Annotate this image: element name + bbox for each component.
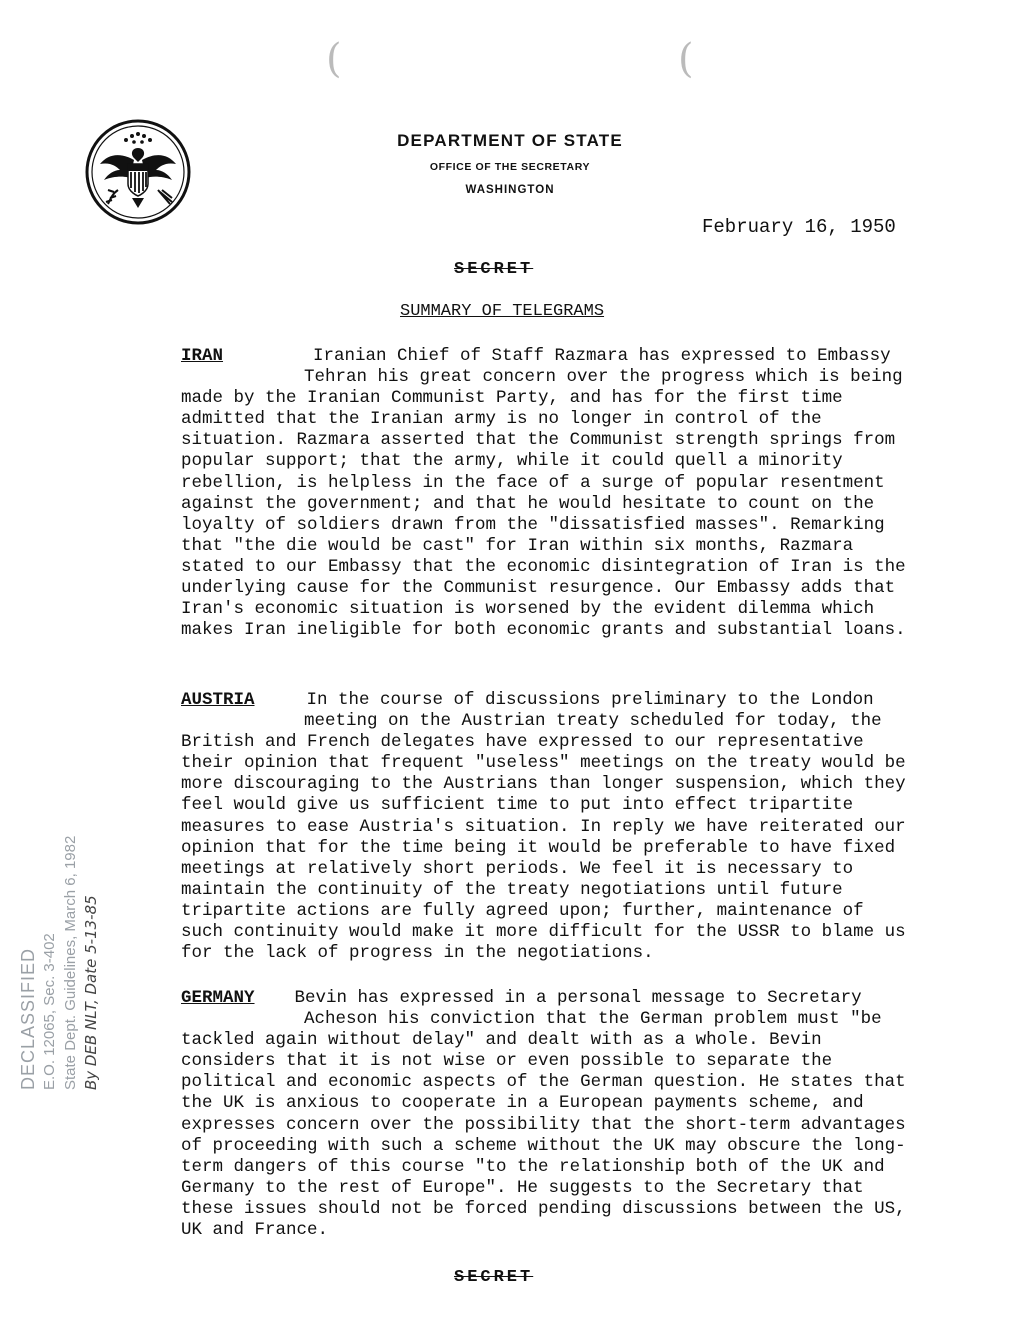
section-body: meeting on the Austrian treaty scheduled for today, the British and French delegates have expressed to our representative their opinion that frequent "useless" meetings on the treaty would be more discouraging to the Austrians than longer suspension, which they feel would give us sufficient time to put into effect tripartite measures to ease Austria's situation. In reply we have reiterated our opinion that for the time being it would be preferable to have fixed meetings at relatively short periods. We feel it is necessary to maintain the continuity of the treaty negotiations until future tripartite actions are fully agreed upon; further, maintenance of such continuity would make it more difficult for the USSR to blame us for the lack of progress in the negotiations. (181, 711, 906, 964)
margin-mark: ( (678, 36, 694, 82)
document-date: February 16, 1950 (702, 216, 896, 238)
margin-mark: ( (326, 36, 342, 82)
section-heading: GERMANY (181, 988, 255, 1008)
classification-marking-top: SECRET (454, 260, 534, 279)
section-lead-text: Iranian Chief of Staff Razmara has expressed to Embassy (313, 346, 891, 366)
department-seal-icon (84, 118, 192, 226)
section-body: Tehran his great concern over the progress which is being made by the Iranian Communist Party, and has for the first time admitted that the Iranian army is no longer in control of the situation. Razmara asserted that the Communist strength springs from popular support; that the army, while it could quell a minority rebellion, is helpless in the face of a surge of popular resentment against the government; and that he would hesitate to count on the loyalty of soldiers drawn from the "dissatisfied masses". Remarking that "the die would be cast" for Iran within six months, Razmara stated to our Embassy that the economic disintegration of Iran is the underlying cause for the Communist resurgence. Our Embassy adds that Iran's economic situation is worsened by the evident dilemma which makes Iran ineligible for both economic grants and substantial loans. (181, 367, 906, 641)
section-first-line (181, 988, 911, 1009)
stamp-line: By DEB NLT, Date 5-13-85 (82, 895, 100, 1090)
declassification-stamp (18, 730, 108, 1090)
document-title: SUMMARY OF TELEGRAMS (400, 302, 605, 321)
letterhead-department: DEPARTMENT OF STATE (397, 131, 623, 150)
section-lead-text: Bevin has expressed in a personal message to Secretary (294, 988, 862, 1008)
stamp-line: State Dept. Guidelines, March 6, 1982 (62, 835, 79, 1090)
section-austria (181, 690, 911, 964)
letterhead-office: OFFICE OF THE SECRETARY (429, 161, 591, 173)
section-germany (181, 988, 911, 1241)
section-body: Acheson his conviction that the German problem must "be tackled again without delay" and dealt with as a whole. Bevin considers that it is not wise or even possible to separate the political and economic aspects of the German question. He states that the UK is anxious to cooperate in a European payments scheme, and expresses concern over the possibility that the short-term advantages of proceeding with such a scheme without the UK may obscure the long-term dangers of this course "to the relationship both of the UK and Germany to the rest of Europe". He suggests to the Secretary that these issues should not be forced pending discussions between the US, UK and France. (181, 1009, 906, 1241)
section-first-line (181, 346, 911, 367)
section-first-line (181, 690, 911, 711)
section-heading: IRAN (181, 346, 224, 366)
letterhead-city: WASHINGTON (465, 184, 555, 196)
stamp-line: E.O. 12065, Sec. 3-402 (41, 933, 58, 1090)
stamp-line: DECLASSIFIED (18, 947, 38, 1090)
section-heading: AUSTRIA (181, 690, 255, 710)
section-iran (181, 346, 911, 641)
section-lead-text: In the course of discussions preliminary to the London (306, 690, 874, 710)
classification-marking-bottom: SECRET (454, 1268, 534, 1287)
